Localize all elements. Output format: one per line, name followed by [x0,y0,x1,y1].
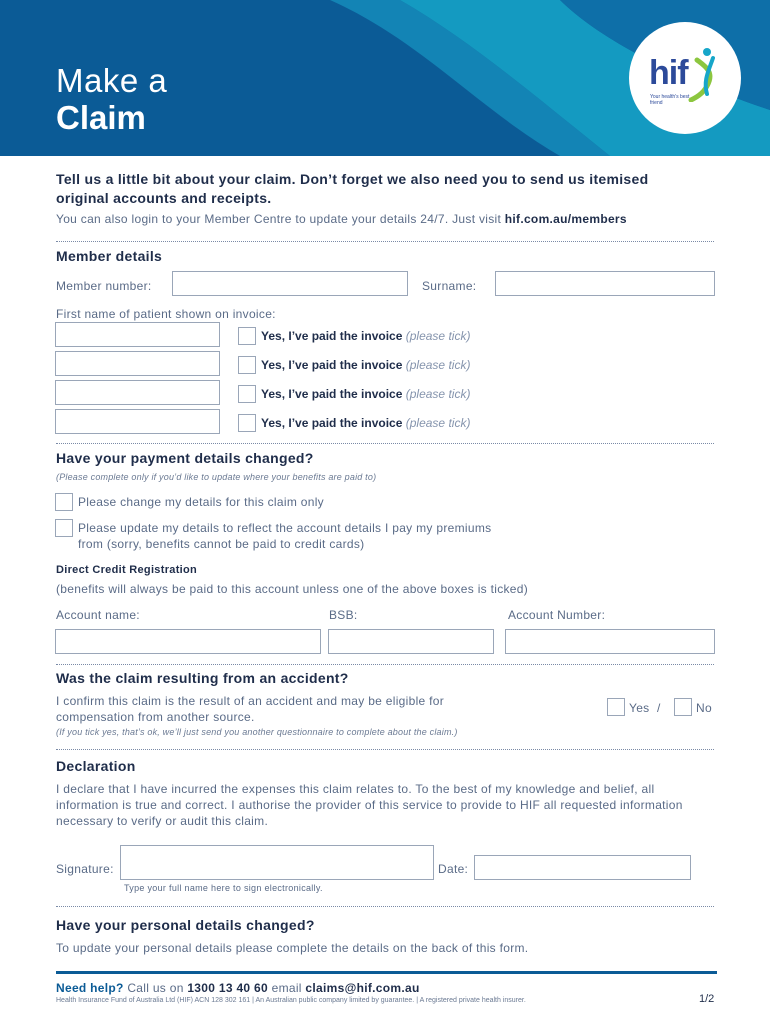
need-help-label: Need help? [56,981,124,995]
personal-details-heading: Have your personal details changed? [56,917,315,933]
surname-label: Surname: [422,279,477,293]
paid-checkbox-1[interactable] [238,327,256,345]
help-line [56,981,420,995]
first-name-input-1[interactable] [55,322,220,347]
payment-heading: Have your payment details changed? [56,450,314,466]
paid-text: Yes, I’ve paid the invoice [261,329,403,343]
change-details-claim-label: Please change my details for this claim only [78,495,324,509]
logo-figure-icon [687,46,721,102]
accident-note: (If you tick yes, that’s ok, we’ll just send you another questionnaire to complete about the claim.) [56,727,458,737]
footer-bar [56,971,717,974]
account-name-label: Account name: [56,608,140,622]
accident-no-checkbox[interactable] [674,698,692,716]
divider [56,443,714,444]
member-number-label: Member number: [56,279,152,293]
legal-text: Health Insurance Fund of Australia Ltd (HIF) ACN 128 302 161 | An Australian public company limited by guarantee. | A registered private health insurer. [56,997,526,1004]
login-text: You can also login to your Member Centre to update your details 24/7. Just visit [56,212,505,226]
members-link[interactable]: hif.com.au/members [504,212,627,226]
paid-hint: (please tick) [405,329,471,343]
paid-checkbox-3[interactable] [238,385,256,403]
member-number-input[interactable] [172,271,408,296]
date-input[interactable] [474,855,691,880]
date-label: Date: [438,862,469,876]
divider [56,906,714,907]
declaration-heading: Declaration [56,758,136,774]
header-banner [0,0,770,156]
divider [56,749,714,750]
first-name-input-4[interactable] [55,409,220,434]
account-number-input[interactable] [505,629,715,654]
change-details-claim-checkbox[interactable] [55,493,73,511]
logo-wordmark: hif [649,54,688,92]
account-number-label: Account Number: [508,608,606,622]
accident-text: I confirm this claim is the result of an accident and may be eligible for compensation from another source. [56,694,445,724]
signature-input[interactable] [120,845,434,880]
signature-label: Signature: [56,862,114,876]
intro-login-text [56,212,627,226]
update-details-checkbox[interactable] [55,519,73,537]
divider [56,241,714,242]
paid-hint: (please tick) [405,416,471,430]
email-link[interactable]: claims@hif.com.au [305,981,420,995]
accident-yes-label: Yes [629,701,650,715]
page-title-line1: Make a [56,62,168,99]
update-details-label: Please update my details to reflect the account details I pay my premiums from (sorry, benefits cannot be paid to credit cards) [78,521,492,551]
accident-yes-checkbox[interactable] [607,698,625,716]
paid-checkbox-2[interactable] [238,356,256,374]
first-name-input-3[interactable] [55,380,220,405]
paid-text: Yes, I’ve paid the invoice [261,358,403,372]
paid-hint: (please tick) [405,358,471,372]
paid-text: Yes, I’ve paid the invoice [261,387,403,401]
page-number: 1/2 [699,993,715,1005]
signature-hint: Type your full name here to sign electronically. [124,883,323,893]
account-name-input[interactable] [55,629,321,654]
paid-label-1 [261,329,470,343]
first-name-label: First name of patient shown on invoice: [56,307,276,321]
dcr-note: (benefits will always be paid to this account unless one of the above boxes is ticked) [56,582,529,596]
paid-text: Yes, I’ve paid the invoice [261,416,403,430]
email-text: email [267,981,306,995]
divider [56,664,714,665]
page-title-line2: Claim [56,99,146,136]
phone-link[interactable]: 1300 13 40 60 [187,981,268,995]
paid-label-3 [261,387,470,401]
paid-hint: (please tick) [405,387,471,401]
accident-separator: / [657,701,661,715]
paid-checkbox-4[interactable] [238,414,256,432]
paid-label-4 [261,416,470,430]
hif-logo [629,22,741,134]
bsb-label: BSB: [329,608,358,622]
accident-heading: Was the claim resulting from an accident? [56,670,349,686]
first-name-input-2[interactable] [55,351,220,376]
payment-note: (Please complete only if you’d like to update where your benefits are paid to) [56,472,377,482]
accident-no-label: No [696,701,712,715]
intro-headline: Tell us a little bit about your claim. Don’t forget we also need you to send us itemised original accounts and receipts. [56,171,649,206]
dcr-heading: Direct Credit Registration [56,564,198,576]
call-text: Call us on [123,981,188,995]
declaration-text: I declare that I have incurred the expenses this claim relates to. To the best of my knowledge and belief, all information is true and correct. I authorise the provider of this service to provide to HIF all requested information necessary to verify or audit this claim. [56,782,683,828]
paid-label-2 [261,358,470,372]
surname-input[interactable] [495,271,715,296]
bsb-input[interactable] [328,629,494,654]
member-details-heading: Member details [56,248,163,264]
personal-details-text: To update your personal details please complete the details on the back of this form. [56,941,529,955]
logo-tagline: Your health's best friend [650,94,690,106]
